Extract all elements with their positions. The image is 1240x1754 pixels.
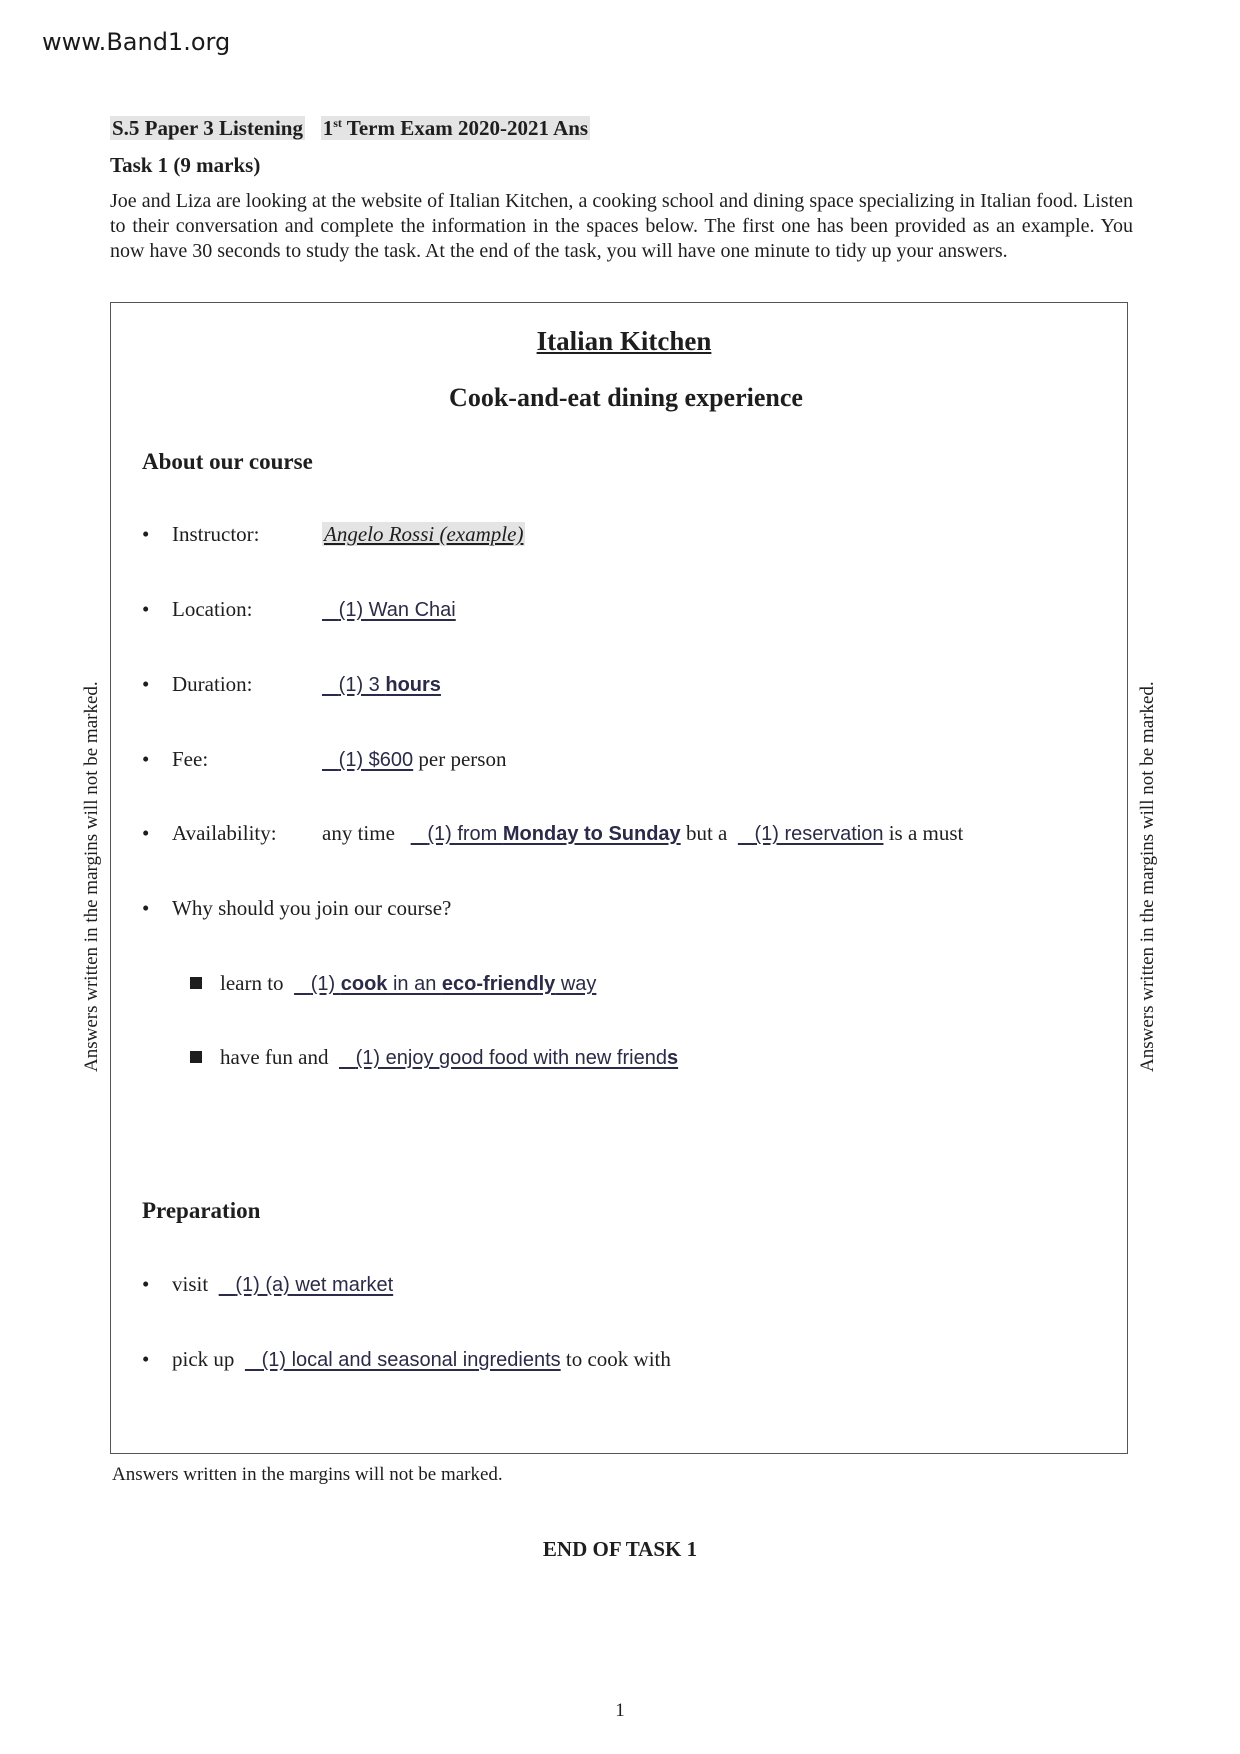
footnote: Answers written in the margins will not be marked. [112, 1464, 503, 1485]
reservation-answer: (1) reservation [754, 823, 884, 845]
availability-post: is a must [888, 821, 964, 845]
prep-2-pre: pick up [172, 1347, 235, 1371]
instructor-example: Angelo Rossi (example) [324, 522, 524, 546]
duration-answer: (1) 3 hours [338, 674, 441, 696]
square-bullet-icon [190, 1051, 202, 1063]
why-item-1-answer: (1) cook in an eco-friendly way [310, 973, 597, 995]
prep-2-post: to cook with [565, 1347, 671, 1371]
availability-row: • Availability: any time (1) from Monday to Sunday but a (1) reservation is a must [142, 821, 964, 845]
prep-row-2: • pick up (1) local and seasonal ingredients to cook with [142, 1347, 671, 1371]
about-heading: About our course [142, 449, 313, 474]
form-title: Italian Kitchen [536, 326, 712, 356]
fee-row: • Fee: (1) $600 per person [142, 747, 507, 771]
fee-suffix: per person [418, 747, 507, 771]
availability-label: Availability: [172, 821, 277, 845]
why-question: Why should you join our course? [172, 896, 452, 920]
why-item-2-pre: have fun and [220, 1045, 329, 1069]
exam-title-post: Term Exam 2020-2021 Ans [346, 116, 589, 140]
fee-answer: (1) $600 [338, 749, 414, 771]
watermark: www.Band1.org [42, 28, 231, 56]
margin-note-left: Answers written in the margins will not be marked. [81, 681, 102, 1072]
location-answer: (1) Wan Chai [338, 599, 456, 621]
duration-row: • Duration: (1) 3 hours [142, 672, 441, 696]
location-label: Location: [172, 597, 253, 621]
why-item-1 [190, 971, 596, 996]
form-subtitle: Cook-and-eat dining experience [449, 383, 803, 412]
exam-title-pre: S.5 Paper 3 Listening [112, 116, 303, 140]
prep-1-pre: visit [172, 1272, 209, 1296]
availability-mid: but a [685, 821, 728, 845]
instructor-label: Instructor: [172, 522, 260, 546]
fee-label: Fee: [172, 747, 209, 771]
availability-pre: any time [322, 821, 395, 845]
end-of-task: END OF TASK 1 [542, 1537, 698, 1561]
task-heading: Task 1 (9 marks) [110, 153, 261, 177]
prep-1-answer: (1) (a) wet market [235, 1274, 394, 1296]
why-item-1-pre: learn to [220, 971, 284, 995]
task-instructions: Joe and Liza are looking at the website of Italian Kitchen, a cooking school and dining space specializing in Italian food. Listen to their conversation and complete the information in the spaces below. The first one has been provided as an example. You now have 30 seconds to study the task. At the end of the task, you will have one minute to tidy up your answers. [110, 190, 1133, 262]
page-number: 1 [615, 1700, 625, 1721]
square-bullet-icon [190, 977, 202, 989]
location-row: • Location: (1) Wan Chai [142, 597, 456, 621]
why-question-row: • Why should you join our course? [142, 896, 452, 920]
availability-answer: (1) from Monday to Sunday [427, 823, 681, 845]
why-item-2 [190, 1045, 678, 1070]
exam-title-ordinal-suffix: st [333, 116, 342, 130]
preparation-heading: Preparation [142, 1198, 261, 1223]
instructor-row: • Instructor: Angelo Rossi (example) [142, 522, 524, 546]
prep-2-answer: (1) local and seasonal ingredients [261, 1349, 561, 1371]
exam-title [110, 116, 590, 141]
why-item-2-answer: (1) enjoy good food with new friends [355, 1047, 679, 1069]
exam-title-ordinal: 1 [322, 116, 334, 140]
duration-label: Duration: [172, 672, 253, 696]
prep-row-1: • visit (1) (a) wet market [142, 1272, 394, 1296]
margin-note-right: Answers written in the margins will not be marked. [1137, 681, 1158, 1072]
